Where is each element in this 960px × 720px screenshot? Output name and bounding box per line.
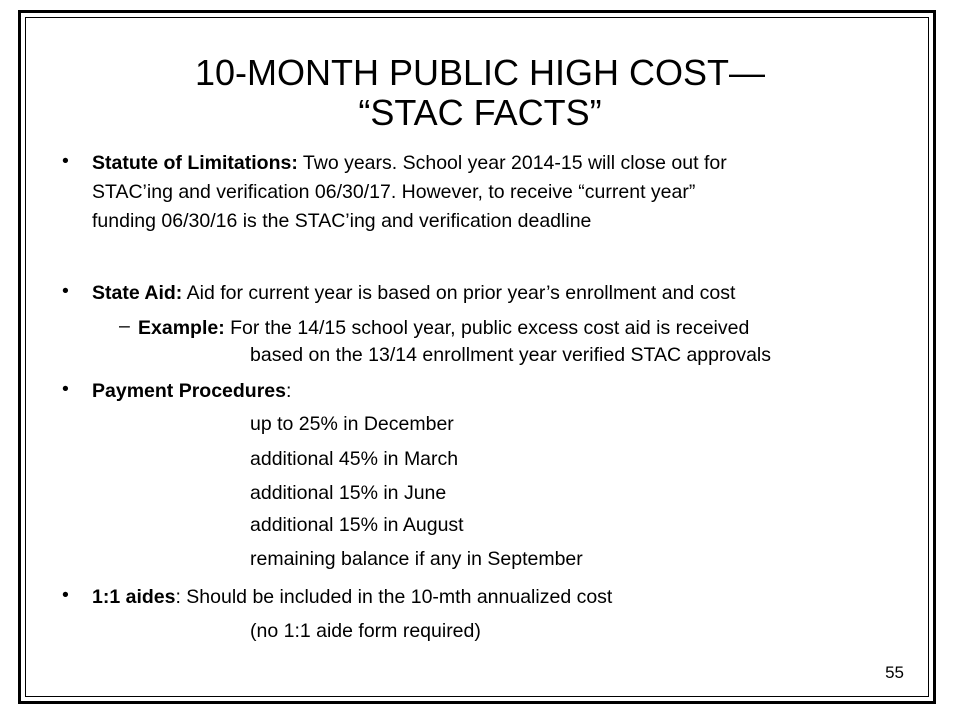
example-line-1 (138, 315, 749, 341)
statute-line-1 (92, 150, 727, 176)
state-aid-label: State Aid: (92, 282, 183, 304)
state-aid-text: Aid for current year is based on prior year’s enrollment and cost (186, 282, 736, 304)
payment-label: Payment Procedures (92, 380, 287, 402)
aides-text: : Should be included in the 10-mth annualized cost (175, 586, 613, 608)
example-label: Example: (138, 317, 225, 339)
page-number: 55 (885, 663, 904, 682)
statute-label: Statute of Limitations: (92, 152, 298, 174)
aides-line (92, 584, 612, 610)
bullet-statute: • (62, 150, 69, 172)
aides-note: (no 1:1 aide form required) (250, 620, 481, 642)
statute-text-3: funding 06/30/16 is the STAC’ing and verification deadline (92, 210, 592, 232)
bullet-aides: • (62, 584, 69, 606)
statute-text-2: STAC’ing and verification 06/30/17. However, to receive “current year” (92, 181, 696, 203)
payment-item: additional 15% in June (250, 482, 447, 504)
example-text-1: For the 14/15 school year, public excess cost aid is received (230, 317, 750, 339)
slide-title-line-1: 10-MONTH PUBLIC HIGH COST— (194, 52, 766, 93)
bullet-payment: • (62, 378, 69, 400)
payment-item: remaining balance if any in September (250, 548, 583, 570)
dash-example: – (119, 315, 130, 337)
payment-item: additional 15% in August (250, 514, 464, 536)
aides-label: 1:1 aides (92, 586, 176, 608)
payment-item: additional 45% in March (250, 448, 459, 470)
payment-colon: : (286, 380, 292, 402)
statute-text-1: Two years. School year 2014-15 will close out for (302, 152, 727, 174)
state-aid-line (92, 280, 735, 306)
payment-item: up to 25% in December (250, 413, 454, 435)
example-text-2: based on the 13/14 enrollment year verified STAC approvals (250, 344, 772, 366)
slide-title-line-2: “STAC FACTS” (358, 92, 602, 133)
payment-line (92, 378, 291, 404)
bullet-state-aid: • (62, 280, 69, 302)
